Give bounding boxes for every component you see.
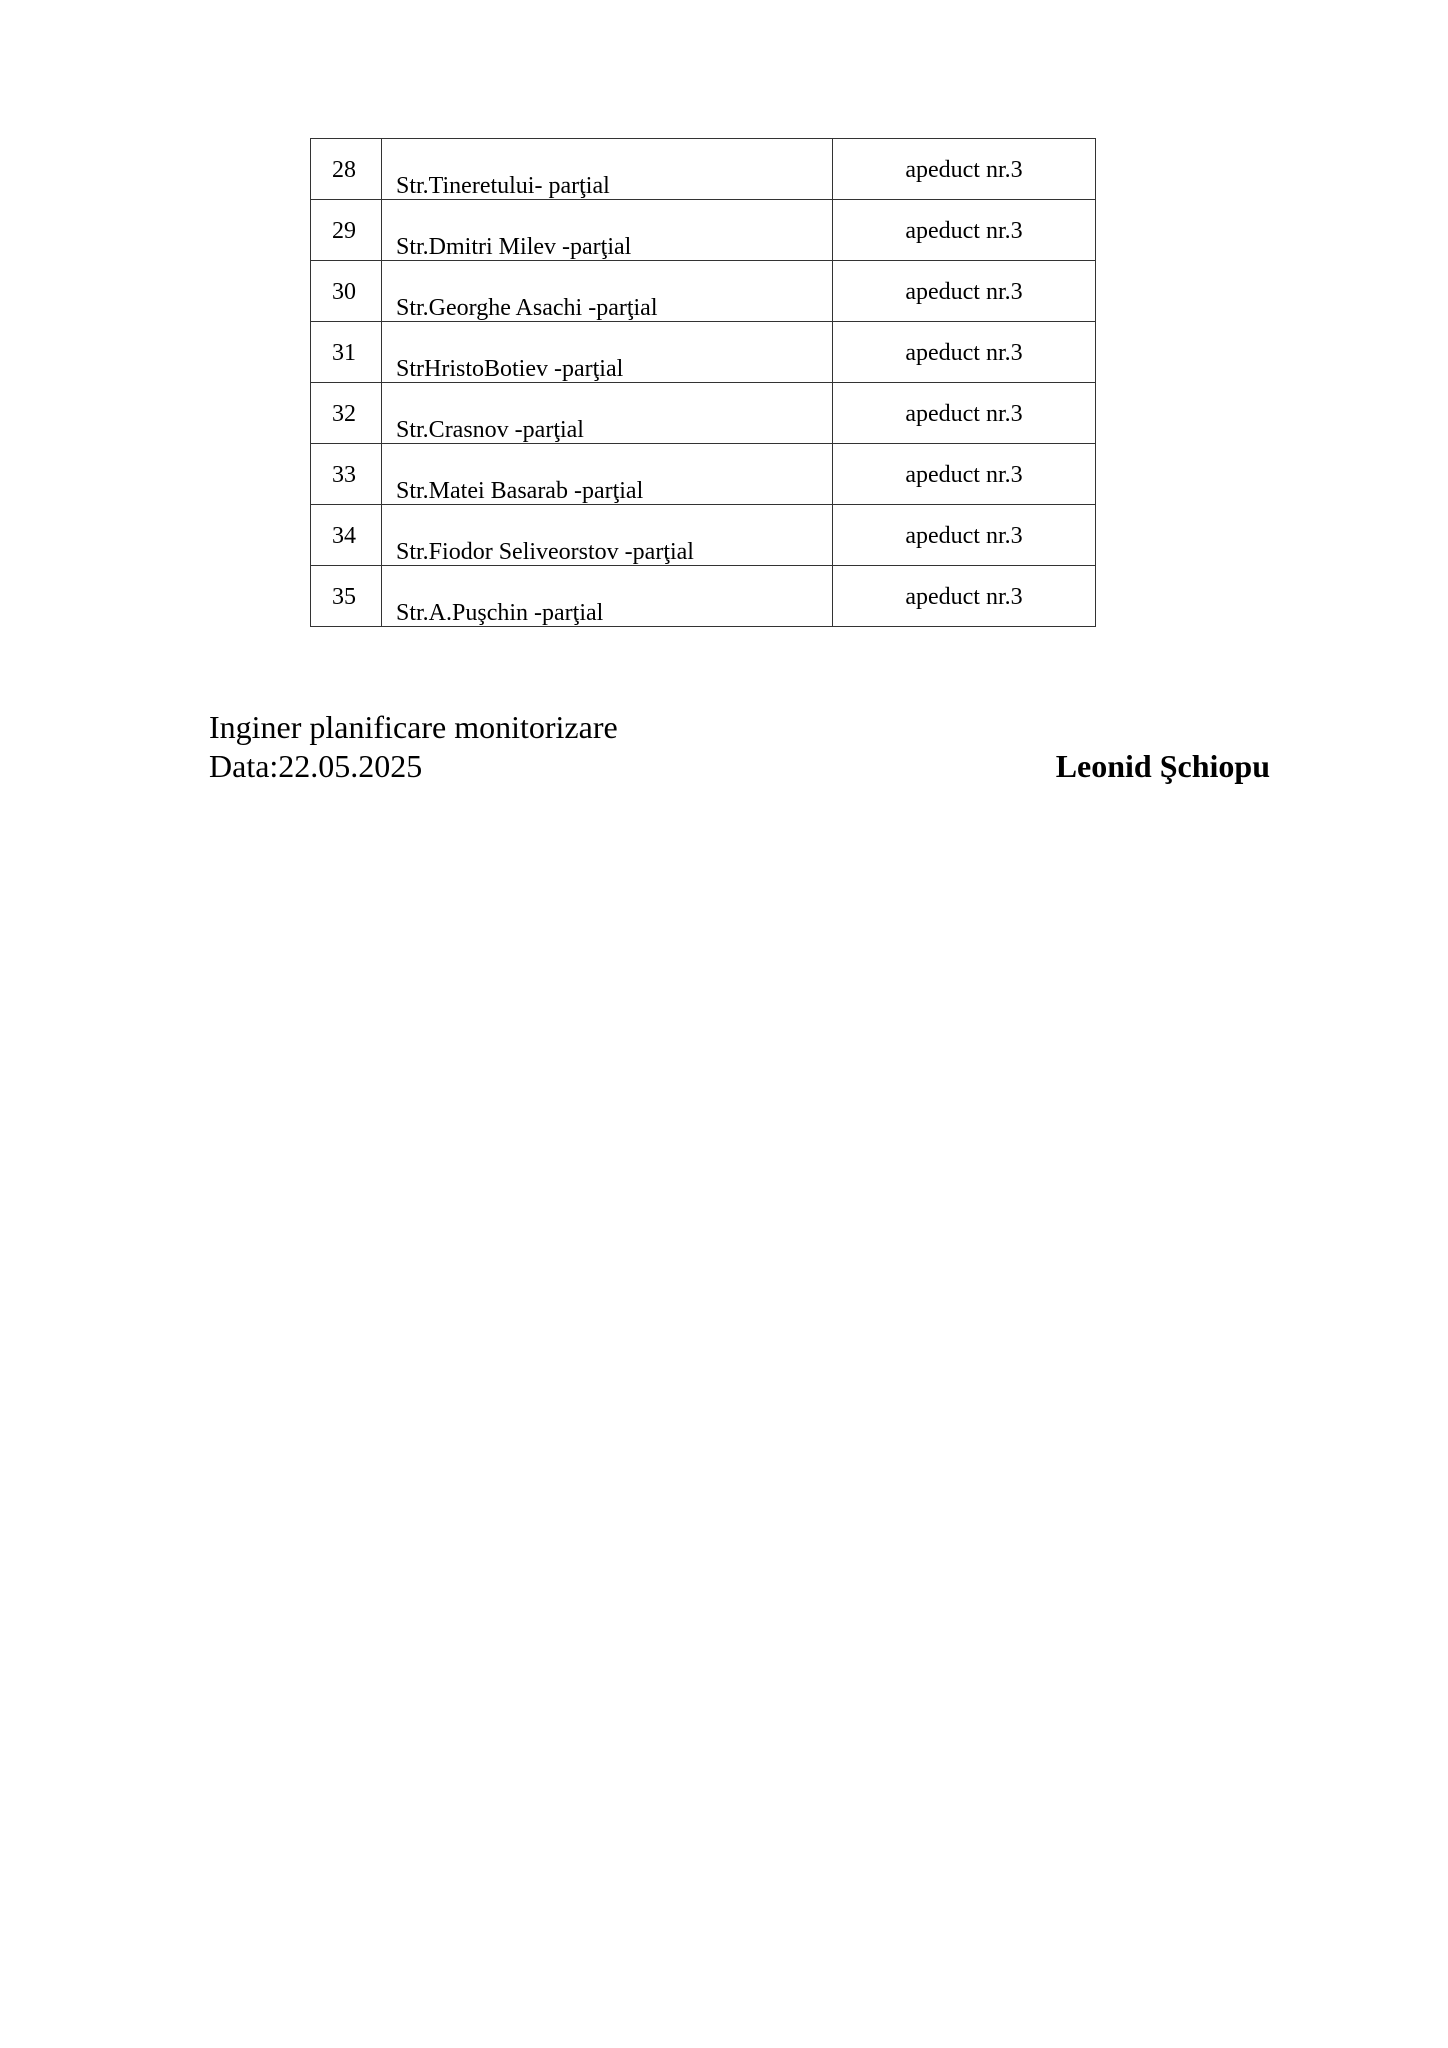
street-name: Str.Crasnov -parţial (396, 417, 584, 443)
row-number-cell (311, 444, 382, 505)
signatory-name: Leonid Şchiopu (1055, 748, 1270, 784)
water-source: apeduct nr.3 (905, 401, 1023, 427)
table-row (311, 139, 1096, 200)
row-number: 28 (332, 157, 356, 183)
street-name: StrHristoBotiev -parţial (396, 356, 624, 382)
row-number: 32 (332, 401, 356, 427)
row-number-cell (311, 383, 382, 444)
street-cell (382, 505, 833, 566)
source-cell (833, 200, 1096, 261)
document-date: Data:22.05.2025 (209, 748, 423, 784)
row-number-cell (311, 566, 382, 627)
street-name: Str.Fiodor Seliveorstov -parţial (396, 539, 694, 565)
street-cell (382, 139, 833, 200)
water-source: apeduct nr.3 (905, 340, 1023, 366)
street-name: Str.A.Puşchin -parţial (396, 600, 604, 626)
street-name: Str.Dmitri Milev -parţial (396, 234, 632, 260)
water-source: apeduct nr.3 (905, 279, 1023, 305)
row-number: 33 (332, 462, 356, 488)
row-number-cell (311, 139, 382, 200)
water-source: apeduct nr.3 (905, 584, 1023, 610)
table-row (311, 444, 1096, 505)
street-cell (382, 383, 833, 444)
table-row (311, 566, 1096, 627)
source-cell (833, 261, 1096, 322)
row-number: 35 (332, 584, 356, 610)
street-name: Str.Tineretului- parţial (396, 173, 610, 199)
street-cell (382, 322, 833, 383)
street-cell (382, 566, 833, 627)
street-cell (382, 200, 833, 261)
source-cell (833, 505, 1096, 566)
street-cell (382, 261, 833, 322)
water-source: apeduct nr.3 (905, 523, 1023, 549)
row-number-cell (311, 261, 382, 322)
table-row (311, 261, 1096, 322)
table-row (311, 505, 1096, 566)
row-number: 30 (332, 279, 356, 305)
source-cell (833, 566, 1096, 627)
table-row (311, 200, 1096, 261)
streets-table (310, 138, 1096, 627)
signatory-role: Inginer planificare monitorizare (209, 709, 618, 745)
source-cell (833, 383, 1096, 444)
row-number-cell (311, 322, 382, 383)
row-number-cell (311, 505, 382, 566)
source-cell (833, 139, 1096, 200)
street-name: Str.Georghe Asachi -parţial (396, 295, 658, 321)
source-cell (833, 322, 1096, 383)
row-number: 34 (332, 523, 356, 549)
row-number-cell (311, 200, 382, 261)
water-source: apeduct nr.3 (905, 462, 1023, 488)
source-cell (833, 444, 1096, 505)
table-row (311, 383, 1096, 444)
water-source: apeduct nr.3 (905, 218, 1023, 244)
street-name: Str.Matei Basarab -parţial (396, 478, 644, 504)
street-cell (382, 444, 833, 505)
row-number: 31 (332, 340, 356, 366)
water-source: apeduct nr.3 (905, 157, 1023, 183)
row-number: 29 (332, 218, 356, 244)
table-row (311, 322, 1096, 383)
